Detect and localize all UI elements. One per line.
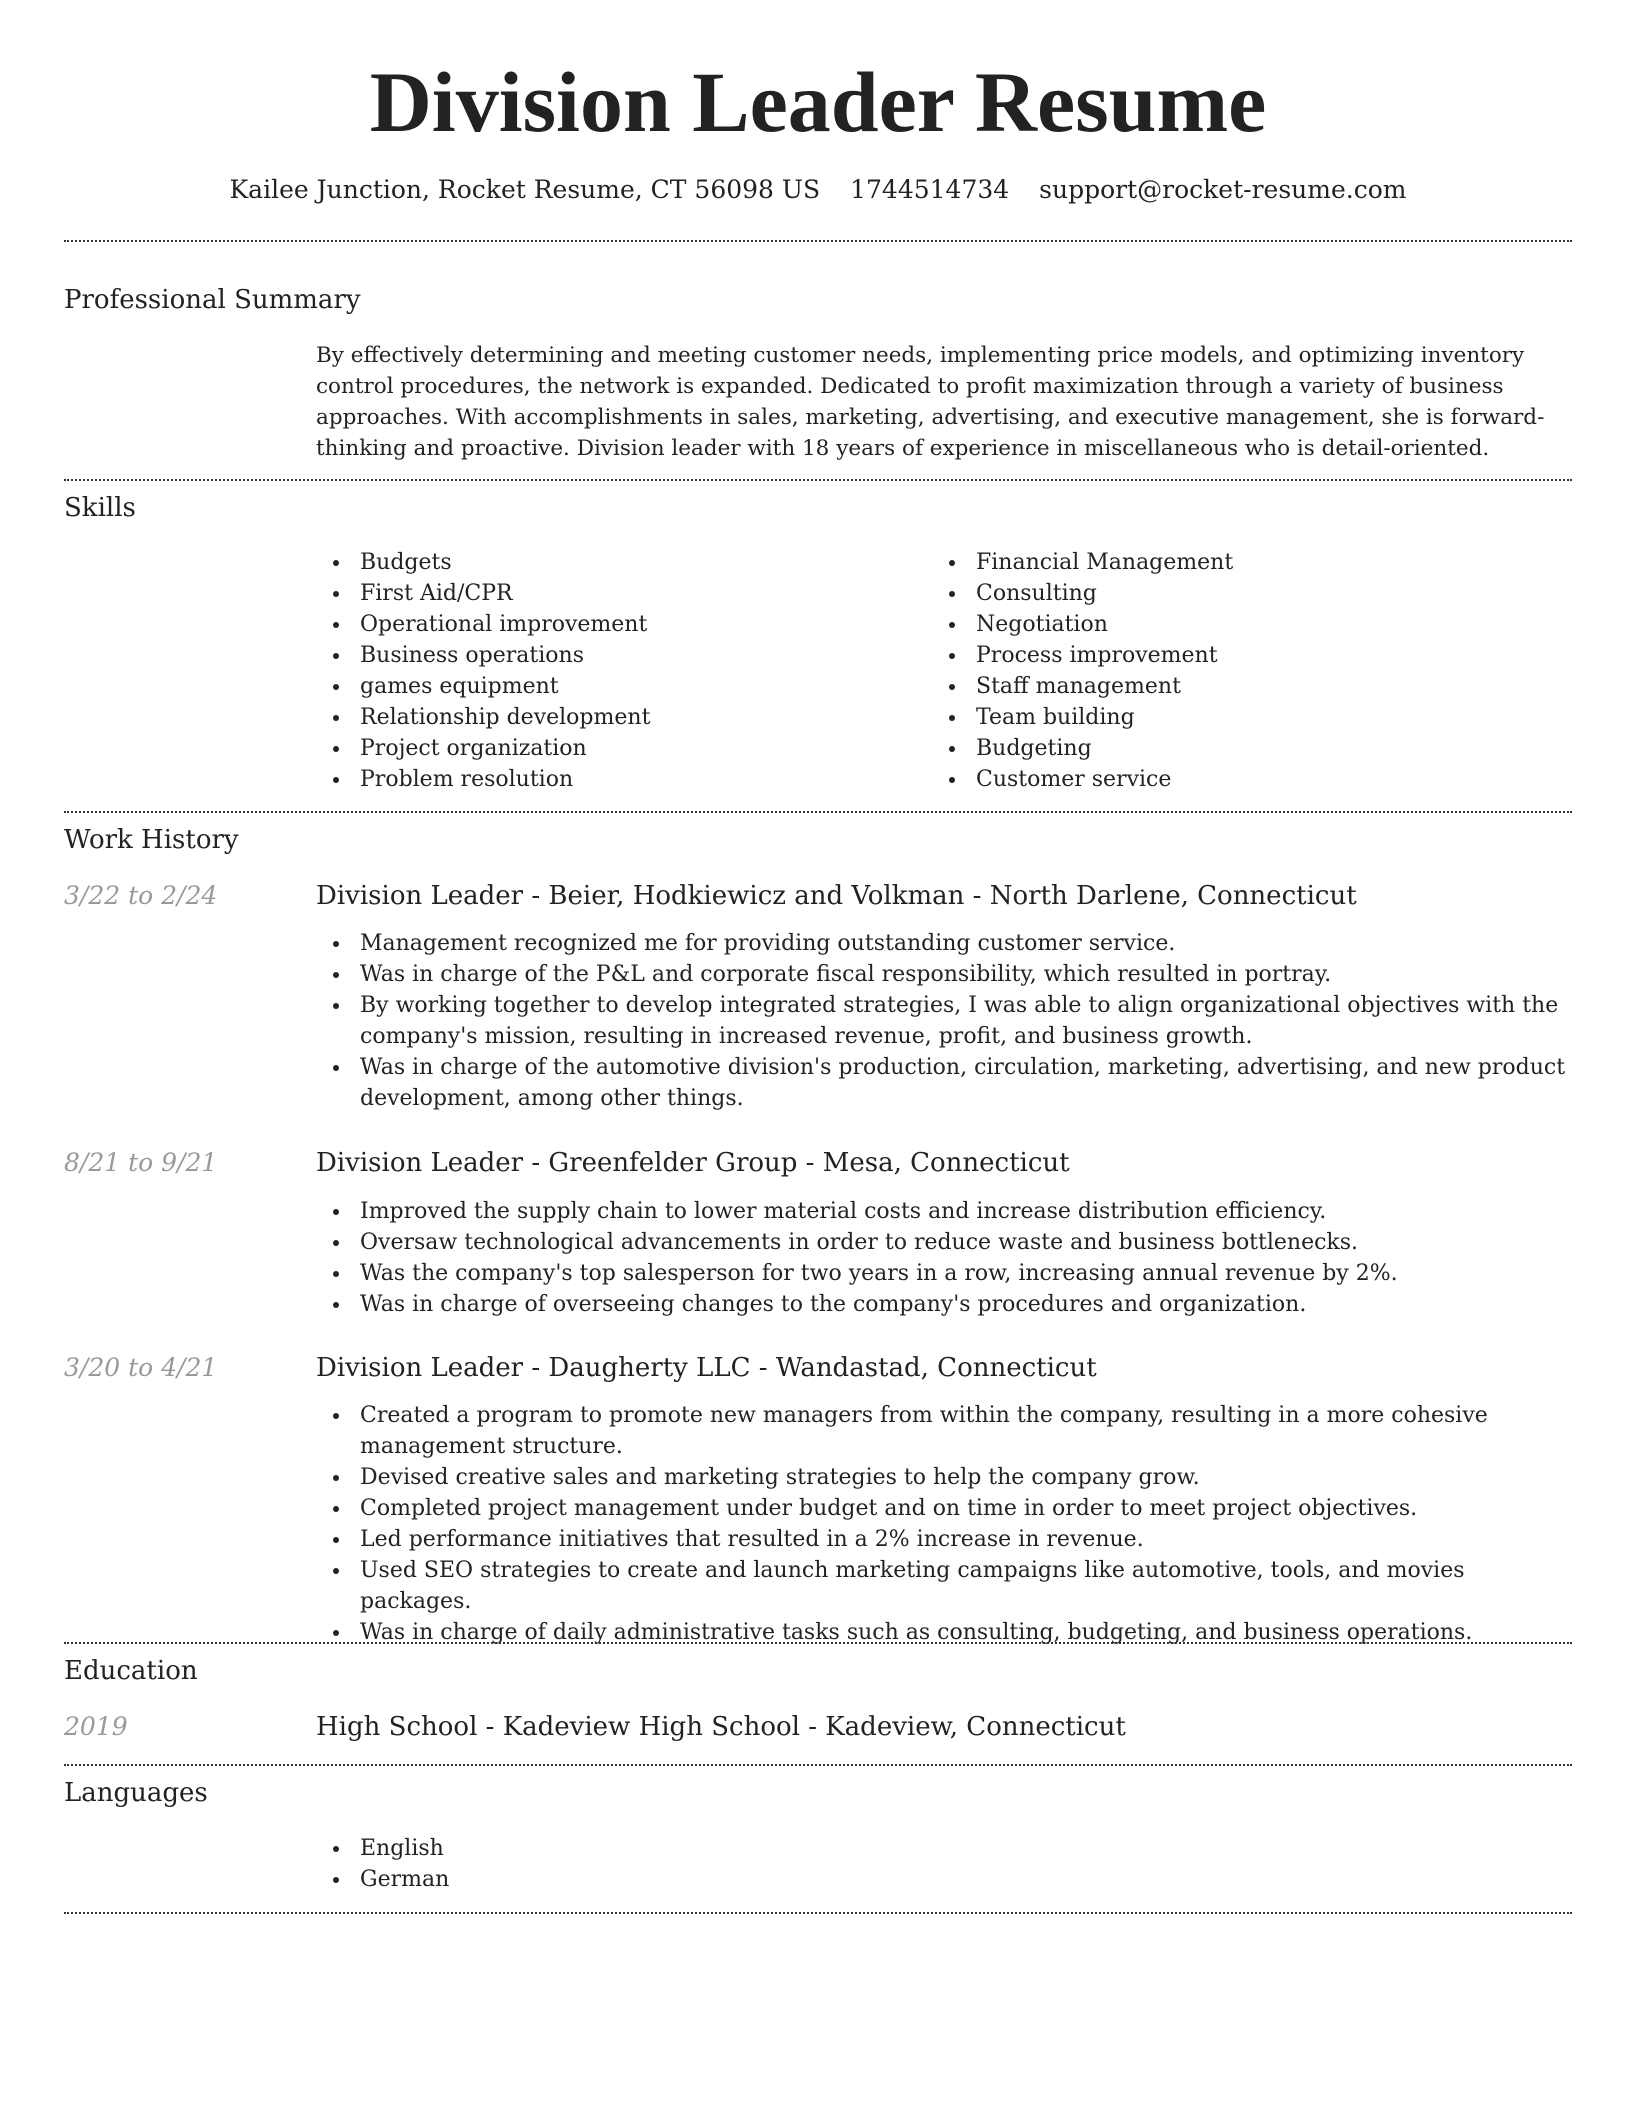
job-bullet: Was the company's top salesperson for two years in a row, increasing annual revenue by 2%. [316, 1258, 1572, 1289]
job-bullet: Led performance initiatives that resulted in a 2% increase in revenue. [316, 1524, 1572, 1555]
skill-item: First Aid/CPR [316, 578, 932, 609]
skill-item: Consulting [932, 578, 1548, 609]
contact-phone: 1744514734 [850, 175, 1010, 204]
job-bullet: Completed project management under budget and on time in order to meet project objectives. [316, 1493, 1572, 1524]
language-item: German [316, 1864, 1572, 1895]
skill-item: Staff management [932, 671, 1548, 702]
job-bullets [316, 928, 1572, 1114]
work-history-heading: Work History [64, 825, 239, 855]
job-title: Division Leader - Daugherty LLC - Wandastad, Connecticut [316, 1353, 1097, 1383]
skills-heading: Skills [64, 493, 136, 523]
job-bullet: Was in charge of the P&L and corporate fiscal responsibility, which resulted in portray. [316, 959, 1572, 990]
job-bullet: Was in charge of overseeing changes to the company's procedures and organization. [316, 1289, 1572, 1320]
education-heading: Education [64, 1656, 198, 1686]
job-title: Division Leader - Greenfelder Group - Mesa, Connecticut [316, 1148, 1070, 1178]
skill-item: Process improvement [932, 640, 1548, 671]
job-dates: 8/21 to 9/21 [64, 1148, 218, 1177]
skill-item: Customer service [932, 764, 1548, 795]
job-bullet: Management recognized me for providing outstanding customer service. [316, 928, 1572, 959]
skill-item: Operational improvement [316, 609, 932, 640]
job-title: Division Leader - Beier, Hodkiewicz and Volkman - North Darlene, Connecticut [316, 881, 1357, 911]
skill-item: Relationship development [316, 702, 932, 733]
language-item: English [316, 1833, 1572, 1864]
job-bullet: By working together to develop integrated strategies, I was able to align organizational objectives with the company's mission, resulting in increased revenue, profit, and business growth. [316, 990, 1572, 1052]
section-divider [64, 1912, 1572, 1914]
job-dates: 3/20 to 4/21 [64, 1353, 218, 1382]
job-bullet: Was in charge of the automotive division's production, circulation, marketing, advertising, and new product development, among other things. [316, 1052, 1572, 1114]
contact-address: Kailee Junction, Rocket Resume, CT 56098 US [229, 175, 821, 204]
skills-list [316, 547, 1572, 795]
job-bullet: Oversaw technological advancements in order to reduce waste and business bottlenecks. [316, 1227, 1572, 1258]
education-title: High School - Kadeview High School - Kadeview, Connecticut [316, 1712, 1126, 1742]
job-bullet: Was in charge of daily administrative tasks such as consulting, budgeting, and business operations. [316, 1617, 1572, 1648]
education-year: 2019 [64, 1712, 128, 1741]
skill-item: Problem resolution [316, 764, 932, 795]
section-divider [64, 1642, 1572, 1644]
job-bullet: Created a program to promote new managers from within the company, resulting in a more cohesive management structure. [316, 1400, 1572, 1462]
skills-column-right [932, 547, 1548, 795]
job-bullet: Devised creative sales and marketing strategies to help the company grow. [316, 1462, 1572, 1493]
resume-title: Division Leader Resume [369, 54, 1267, 150]
skill-item: Financial Management [932, 547, 1548, 578]
summary-heading: Professional Summary [64, 285, 361, 315]
languages-heading: Languages [64, 1778, 208, 1808]
section-divider [64, 811, 1572, 813]
skill-item: Team building [932, 702, 1548, 733]
skill-item: Budgeting [932, 733, 1548, 764]
resume-page [64, 0, 1572, 2112]
section-divider [64, 479, 1572, 481]
summary-text: By effectively determining and meeting customer needs, implementing price models, and optimizing inventory control procedures, the network is expanded. Dedicated to profit maximization through a variety of business approaches. With accomplishments in sales, marketing, advertising, and executive management, she is forward-thinking and proactive. Division leader with 18 years of experience in miscellaneous who is detail-oriented. [316, 343, 1545, 461]
skill-item: Budgets [316, 547, 932, 578]
skill-item: Negotiation [932, 609, 1548, 640]
skill-item: Project organization [316, 733, 932, 764]
contact-email: support@rocket-resume.com [1039, 175, 1407, 204]
skills-column-left [316, 547, 932, 795]
languages-list [316, 1833, 1572, 1895]
job-bullet: Used SEO strategies to create and launch marketing campaigns like automotive, tools, and movies packages. [316, 1555, 1572, 1617]
job-bullets [316, 1400, 1572, 1648]
skill-item: games equipment [316, 671, 932, 702]
contact-line [64, 170, 1572, 210]
job-bullet: Improved the supply chain to lower material costs and increase distribution efficiency. [316, 1196, 1572, 1227]
job-dates: 3/22 to 2/24 [64, 881, 218, 910]
section-divider [64, 240, 1572, 242]
skill-item: Business operations [316, 640, 932, 671]
section-divider [64, 1764, 1572, 1766]
job-bullets [316, 1196, 1572, 1320]
